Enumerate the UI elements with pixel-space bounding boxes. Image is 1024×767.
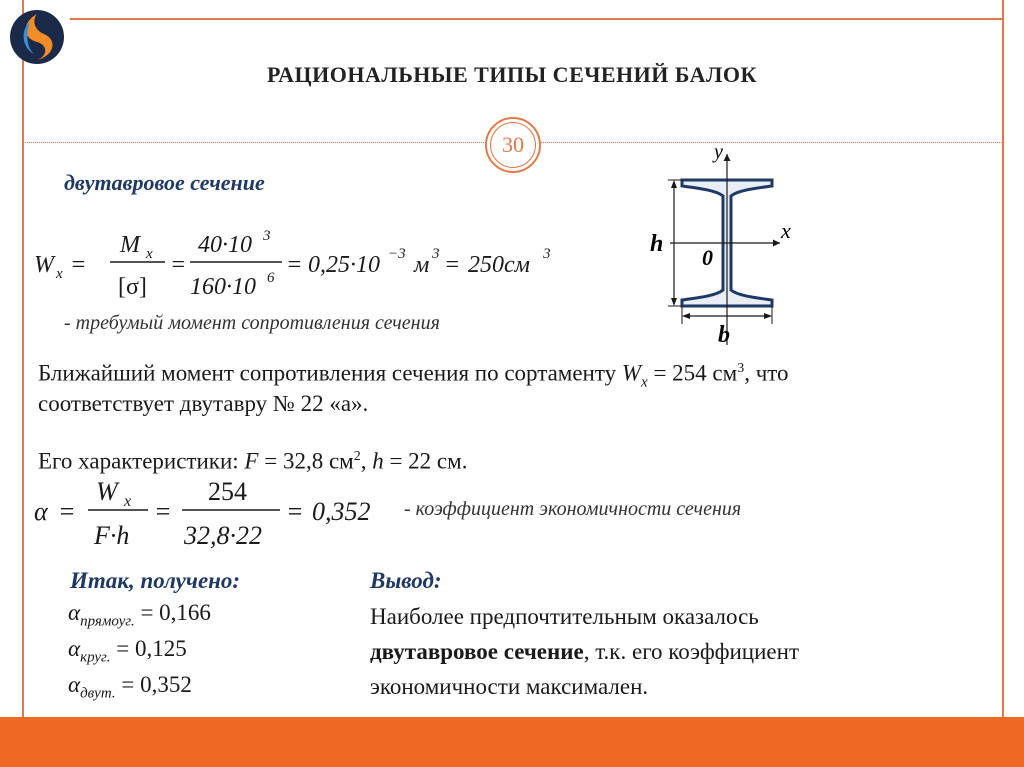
fw-result1: 0,25·10 <box>308 252 380 278</box>
page-number: 30 <box>502 132 524 157</box>
formula-wx <box>30 222 570 304</box>
conclusion-heading: Вывод: <box>370 568 442 593</box>
fa-result: 0,352 <box>312 497 371 526</box>
text-paragraph-2: соответствует двутавру № 22 «а». <box>38 391 369 416</box>
summary-item-rect: $\alpha_{прямоуг.} = 0,166$ <box>68 600 211 630</box>
summary-heading: Итак, получено: <box>70 568 241 593</box>
fw-den2-exp: 6 <box>267 270 275 286</box>
conclusion-line-3: экономичности максимален. <box>370 674 649 699</box>
summary-item-ibeam: $\alpha_{двут.} = 0,352$ <box>68 672 192 702</box>
svg-text:=: = <box>286 252 303 278</box>
fw-unit1: м <box>414 252 430 278</box>
section-heading: двутавровое сечение <box>64 170 265 195</box>
svg-text:=: = <box>286 497 304 526</box>
fw-num2: 40·10 <box>198 232 252 258</box>
fw-den2: 160·10 <box>190 274 256 300</box>
fa-num1: W <box>96 477 118 506</box>
summary-list <box>68 600 211 708</box>
fw-den1: [σ] <box>118 274 147 300</box>
frame-right-border <box>1002 0 1004 717</box>
height-label: h <box>650 231 664 257</box>
bottom-accent-bar <box>0 717 1024 767</box>
fw-num1: M <box>120 232 140 258</box>
formula-alpha-note: - коэффициент экономичности сечения <box>404 498 742 520</box>
axis-y-label: y <box>714 141 723 163</box>
fw-unit1-exp: 3 <box>432 246 440 262</box>
ibeam-diagram <box>630 140 810 350</box>
fa-den1: F·h <box>94 521 130 550</box>
conclusion-line-1: Наиболее предпочтительным оказалось <box>370 604 759 629</box>
origin-label: 0 <box>702 245 713 270</box>
page-number-badge <box>485 117 541 173</box>
fa-num1-sub: x <box>124 493 132 510</box>
text-paragraph-1: Ближайший момент сопротивления сечения по сортаменту $W_x = 254$ $см^3$, что <box>38 360 789 391</box>
fa-den2: 32,8·22 <box>184 521 262 550</box>
svg-text:=: = <box>58 497 76 526</box>
width-label: b <box>718 322 730 348</box>
logo-icon <box>8 8 66 66</box>
fw-lhs-sub: x <box>56 266 63 282</box>
fw-num2-exp: 3 <box>263 228 271 244</box>
conclusion-text <box>370 599 980 704</box>
text-paragraph-3: Его характеристики: F = 32,8 $см^2$, h = 22 см. <box>38 448 468 474</box>
fa-num2: 254 <box>208 477 247 506</box>
fw-result2-exp: 3 <box>543 246 551 262</box>
fa-lhs: α <box>34 497 48 526</box>
formula-alpha <box>30 474 390 554</box>
svg-text:=: = <box>444 252 461 278</box>
axis-x-label: x <box>781 218 791 243</box>
fw-result1-exp: −3 <box>388 246 406 262</box>
svg-text:=: = <box>70 252 87 278</box>
formula-w-note: - требумый момент сопротивления сечения <box>64 312 440 334</box>
fw-lhs: W <box>34 252 54 278</box>
conclusion-line-2: двутавровое сечение, т.к. его коэффициент <box>370 639 799 664</box>
svg-text:=: = <box>154 497 172 526</box>
fw-num1-sub: x <box>146 246 153 262</box>
frame-left-border <box>22 0 24 717</box>
svg-text:=: = <box>170 252 187 278</box>
frame-top-border <box>70 18 1002 20</box>
slide-title: РАЦИОНАЛЬНЫЕ ТИПЫ СЕЧЕНИЙ БАЛОК <box>267 62 757 87</box>
summary-item-circle: $\alpha_{круг.} = 0,125$ <box>68 636 187 666</box>
fw-result2: 250см <box>468 252 530 278</box>
